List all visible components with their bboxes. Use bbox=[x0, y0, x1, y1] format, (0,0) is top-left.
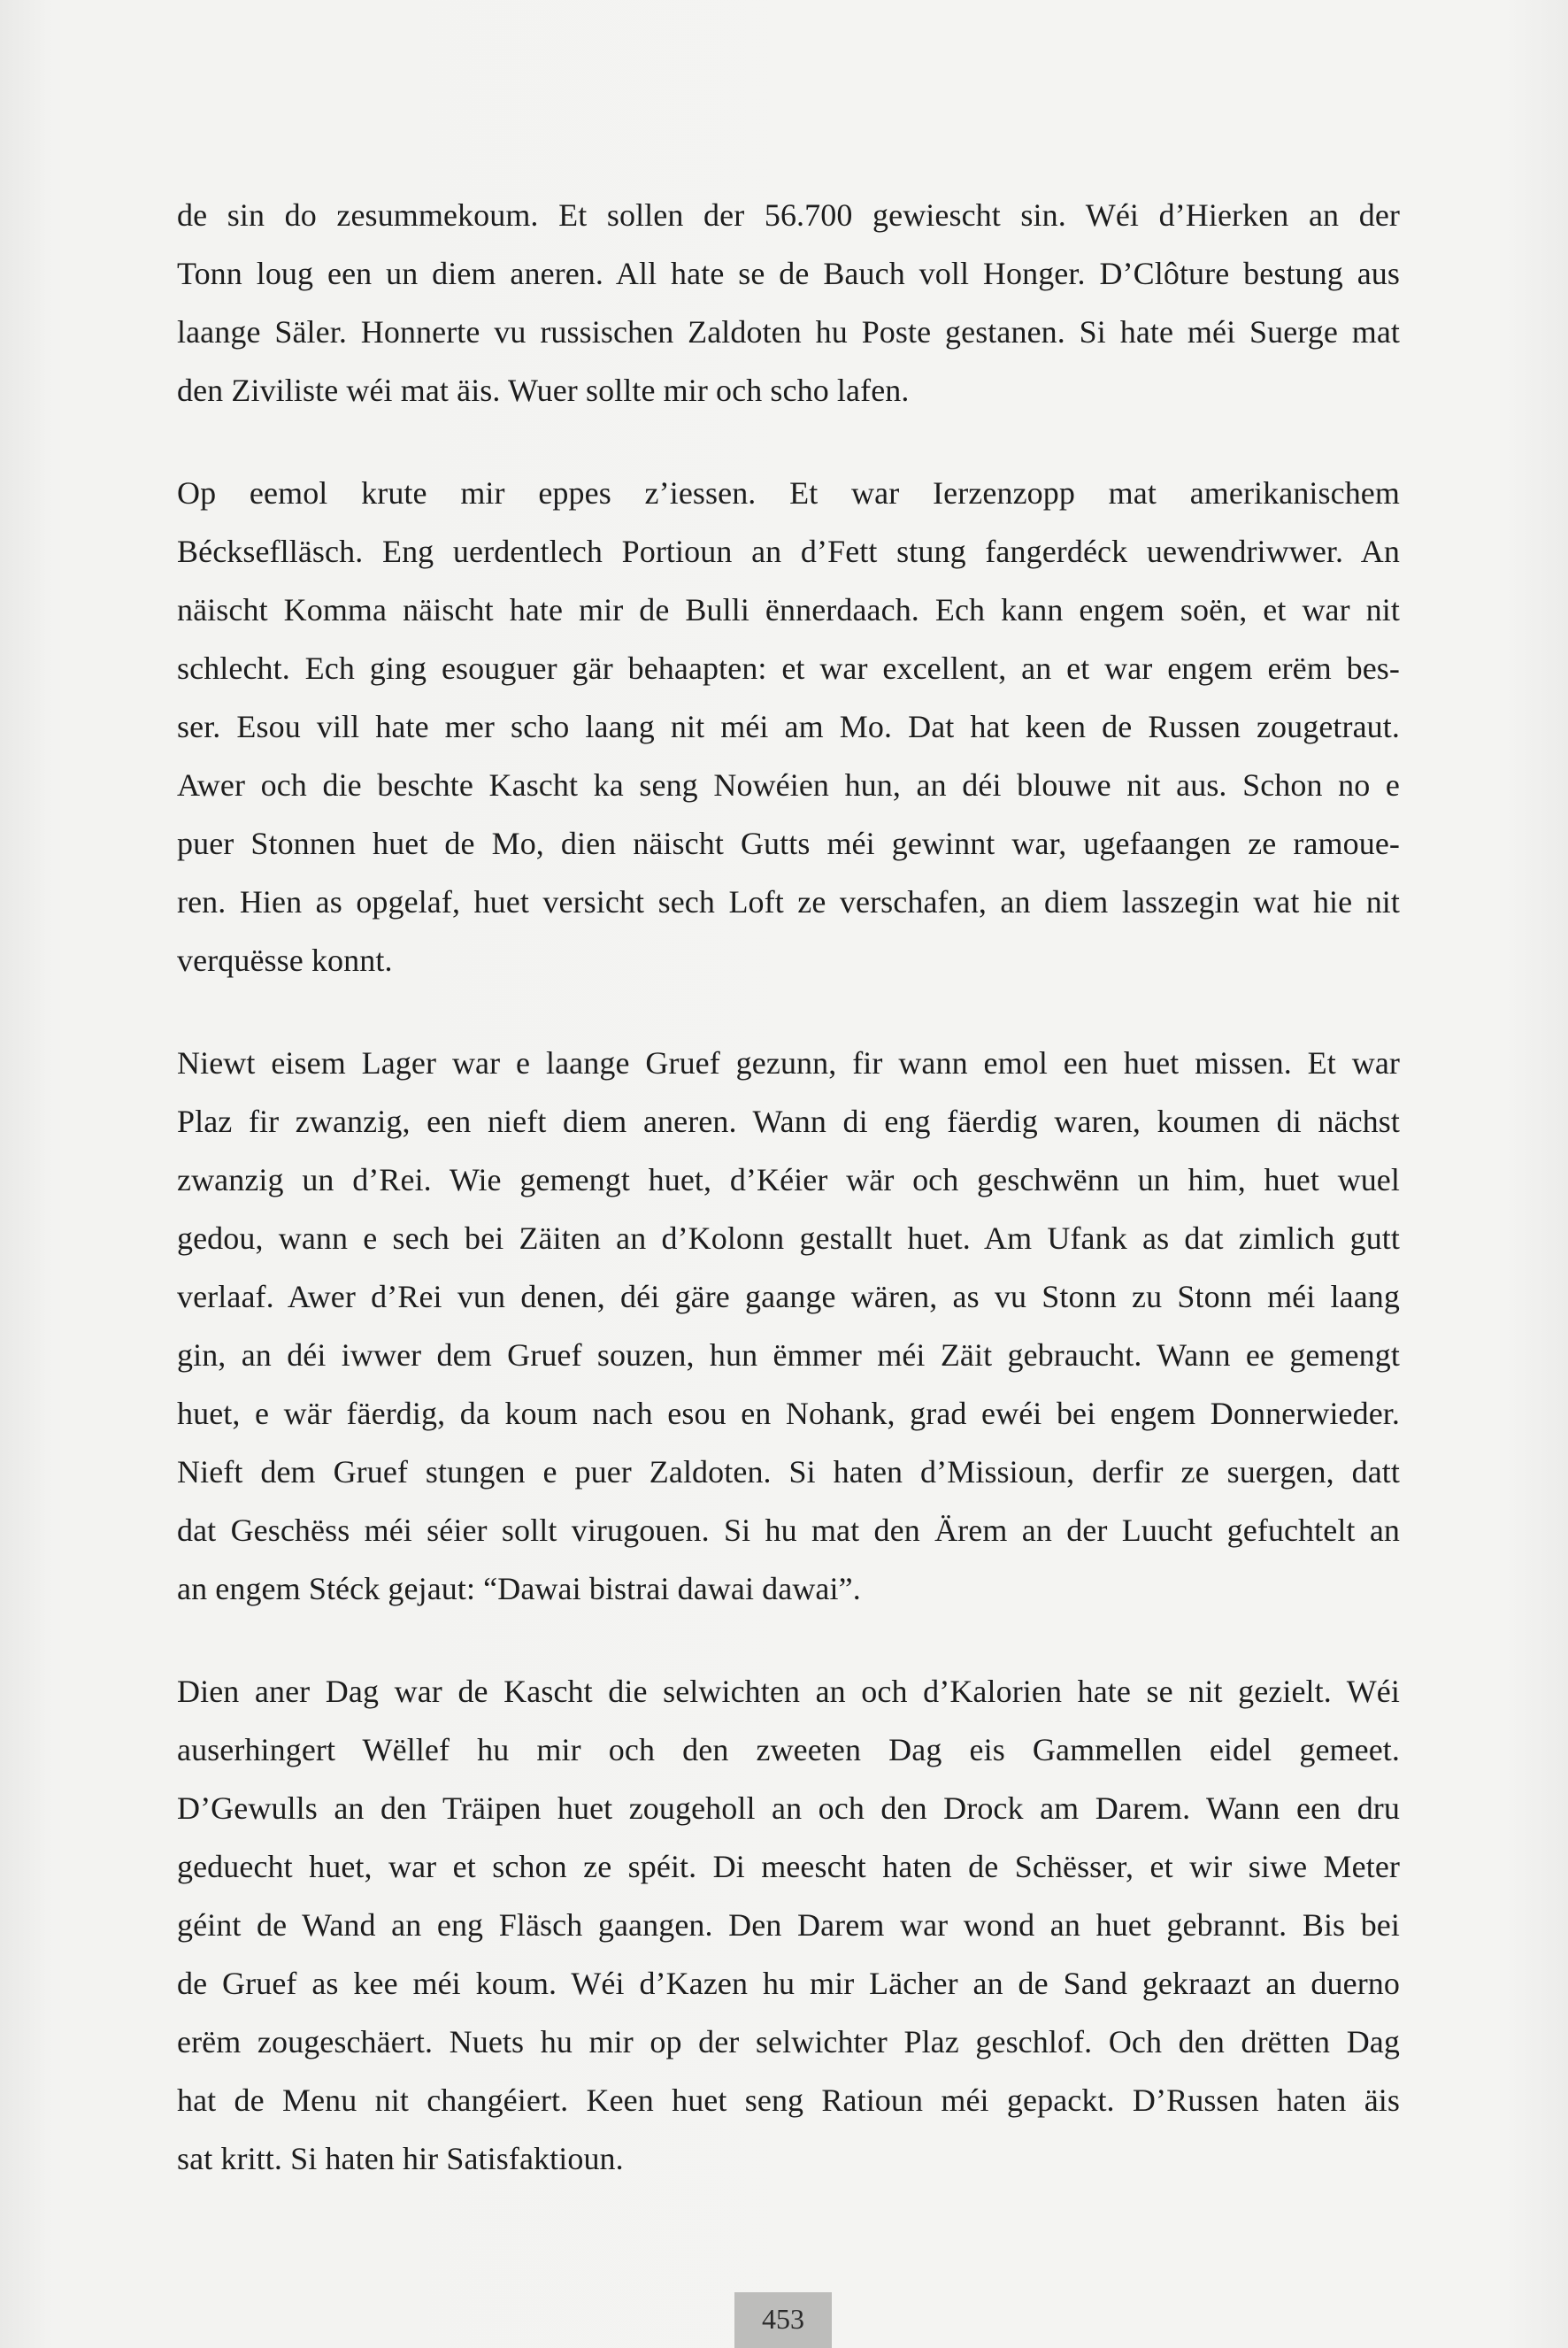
text-line: Béckseflläsch. Eng uerdentlech Portioun an d’Fett stung fangerdéck uewendriwwer. An bbox=[177, 534, 1400, 569]
text-line: gedou, wann e sech bei Zäiten an d’Kolonn gestallt huet. Am Ufank as dat zimlich gutt bbox=[177, 1220, 1400, 1256]
text-line: sat kritt. Si haten hir Satisfaktioun. bbox=[177, 2141, 624, 2176]
text-line: ren. Hien as opgelaf, huet versicht sech Loft ze verschafen, an diem lasszegin wat hie nit bbox=[177, 884, 1400, 920]
text-line: ser. Esou vill hate mer scho laang nit méi am Mo. Dat hat keen de Russen zougetraut. bbox=[177, 709, 1400, 744]
paragraph-2 bbox=[177, 464, 1400, 989]
text-line: erëm zougeschäert. Nuets hu mir op der selwichter Plaz geschlof. Och den drëtten Dag bbox=[177, 2024, 1400, 2059]
text-line: Tonn loug een un diem aneren. All hate se de Bauch voll Honger. D’Clôture bestung aus bbox=[177, 256, 1400, 291]
text-line: verquësse konnt. bbox=[177, 943, 393, 978]
text-line: schlecht. Ech ging esouguer gär behaapten: et war excellent, an et war engem erëm bes- bbox=[177, 651, 1400, 686]
text-line: an engem Stéck gejaut: “Dawai bistrai dawai dawai”. bbox=[177, 1571, 861, 1606]
paragraph-4 bbox=[177, 1662, 1400, 2188]
text-line: verlaaf. Awer d’Rei vun denen, déi gäre gaange wären, as vu Stonn zu Stonn méi laang bbox=[177, 1279, 1400, 1314]
text-line: Op eemol krute mir eppes z’iessen. Et war Ierzenzopp mat amerikanischem bbox=[177, 475, 1400, 511]
text-line: hat de Menu nit changéiert. Keen huet seng Ratioun méi gepackt. D’Russen haten äis bbox=[177, 2082, 1400, 2118]
text-line: zwanzig un d’Rei. Wie gemengt huet, d’Kéier wär och geschwënn un him, huet wuel bbox=[177, 1162, 1400, 1197]
text-line: dat Geschëss méi séier sollt virugouen. Si hu mat den Ärem an der Luucht gefuchtelt an bbox=[177, 1513, 1400, 1548]
paragraph-1 bbox=[177, 186, 1400, 420]
text-line: auserhingert Wëllef hu mir och den zweeten Dag eis Gammellen eidel gemeet. bbox=[177, 1732, 1400, 1767]
text-line: Nieft dem Gruef stungen e puer Zaldoten. Si haten d’Missioun, derfir ze suergen, datt bbox=[177, 1454, 1400, 1490]
page-number: 453 bbox=[734, 2292, 832, 2348]
text-line: gin, an déi iwwer dem Gruef souzen, hun ëmmer méi Zäit gebraucht. Wann ee gemengt bbox=[177, 1337, 1400, 1373]
paragraph-3 bbox=[177, 1034, 1400, 1618]
text-line: Awer och die beschte Kascht ka seng Nowéien hun, an déi blouwe nit aus. Schon no e bbox=[177, 767, 1400, 803]
text-line: huet, e wär fäerdig, da koum nach esou en Nohank, grad ewéi bei engem Donnerwieder. bbox=[177, 1396, 1400, 1431]
text-line: puer Stonnen huet de Mo, dien näischt Gutts méi gewinnt war, ugefaangen ze ramoue- bbox=[177, 826, 1400, 861]
text-line: géint de Wand an eng Fläsch gaangen. Den Darem war wond an huet gebrannt. Bis bei bbox=[177, 1907, 1400, 1943]
text-line: laange Säler. Honnerte vu russischen Zaldoten hu Poste gestanen. Si hate méi Suerge mat bbox=[177, 314, 1400, 350]
text-line: Dien aner Dag war de Kascht die selwichten an och d’Kalorien hate se nit gezielt. Wéi bbox=[177, 1674, 1400, 1709]
text-line: den Ziviliste wéi mat äis. Wuer sollte mir och scho lafen. bbox=[177, 373, 910, 408]
text-line: Niewt eisem Lager war e laange Gruef gezunn, fir wann emol een huet missen. Et war bbox=[177, 1045, 1400, 1081]
text-line: de Gruef as kee méi koum. Wéi d’Kazen hu mir Lächer an de Sand gekraazt an duerno bbox=[177, 1966, 1400, 2001]
text-line: Plaz fir zwanzig, een nieft diem aneren. Wann di eng fäerdig waren, koumen di nächst bbox=[177, 1104, 1400, 1139]
text-line: D’Gewulls an den Träipen huet zougeholl an och den Drock am Darem. Wann een dru bbox=[177, 1790, 1400, 1826]
text-line: de sin do zesummekoum. Et sollen der 56.700 gewiescht sin. Wéi d’Hierken an der bbox=[177, 197, 1400, 233]
text-line: geduecht huet, war et schon ze spéit. Di meescht haten de Schësser, et wir siwe Meter bbox=[177, 1849, 1400, 1884]
text-line: näischt Komma näischt hate mir de Bulli ënnerdaach. Ech kann engem soën, et war nit bbox=[177, 592, 1400, 627]
body-text bbox=[177, 186, 1400, 2232]
